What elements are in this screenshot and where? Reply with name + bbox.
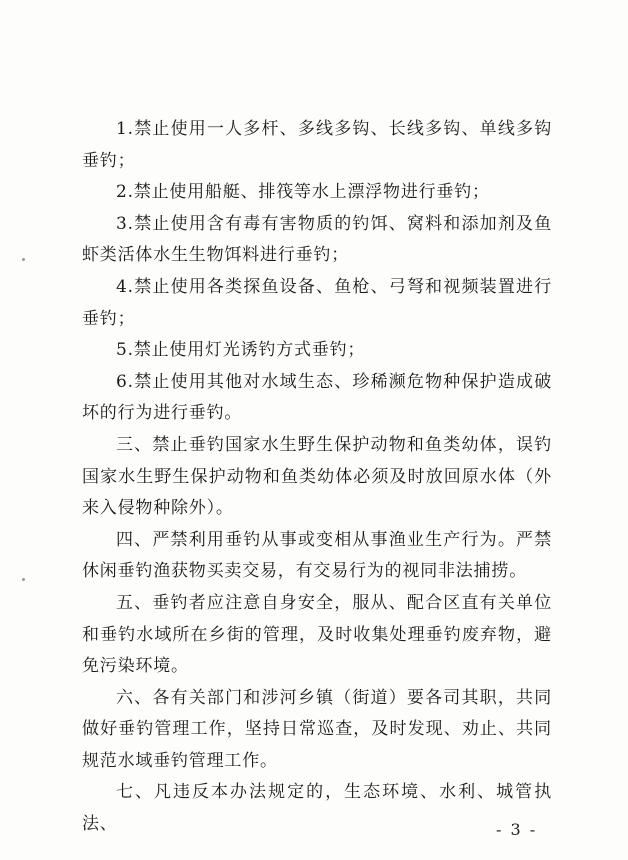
page-number: - 3 - xyxy=(496,820,538,839)
paragraph-section-4: 四、严禁利用垂钓从事或变相从事渔业生产行为。严禁休闲垂钓渔获物买卖交易，有交易行为的视同非法捕捞。 xyxy=(82,529,552,582)
document-body xyxy=(82,114,552,841)
paragraph-rule-4: 4.禁止使用各类探鱼设备、鱼枪、弓弩和视频装置进行垂钓； xyxy=(82,276,552,329)
paragraph-section-6: 六、各有关部门和涉河乡镇（街道）要各司其职，共同做好垂钓管理工作，坚持日常巡查，及时发现、劝止、共同规范水域垂钓管理工作。 xyxy=(82,687,552,771)
paragraph-section-7: 七、凡违反本办法规定的，生态环境、水利、城管执法、 xyxy=(82,782,552,835)
scan-speck xyxy=(22,258,25,261)
paragraph-rule-3: 3.禁止使用含有毒有害物质的钓饵、窝料和添加剂及鱼虾类活体水生生物饵料进行垂钓； xyxy=(82,213,552,266)
paragraph-section-3: 三、禁止垂钓国家水生野生保护动物和鱼类幼体，误钓国家水生野生保护动物和鱼类幼体必须及时放回原水体（外来入侵物种除外）。 xyxy=(82,434,552,519)
paragraph-rule-1: 1.禁止使用一人多杆、多线多钩、长线多钩、单线多钩垂钓； xyxy=(82,119,552,171)
paragraph-section-5: 五、垂钓者应注意自身安全，服从、配合区直有关单位和垂钓水域所在乡街的管理，及时收集处理垂钓废弃物，避免污染环境。 xyxy=(82,592,552,677)
paragraph-rule-6: 6.禁止使用其他对水域生态、珍稀濒危物种保护造成破坏的行为进行垂钓。 xyxy=(82,371,552,424)
scan-speck xyxy=(22,578,25,581)
paragraph-rule-5: 5.禁止使用灯光诱钓方式垂钓； xyxy=(116,340,366,361)
paragraph-rule-2: 2.禁止使用船艇、排筏等水上漂浮物进行垂钓； xyxy=(116,182,490,203)
